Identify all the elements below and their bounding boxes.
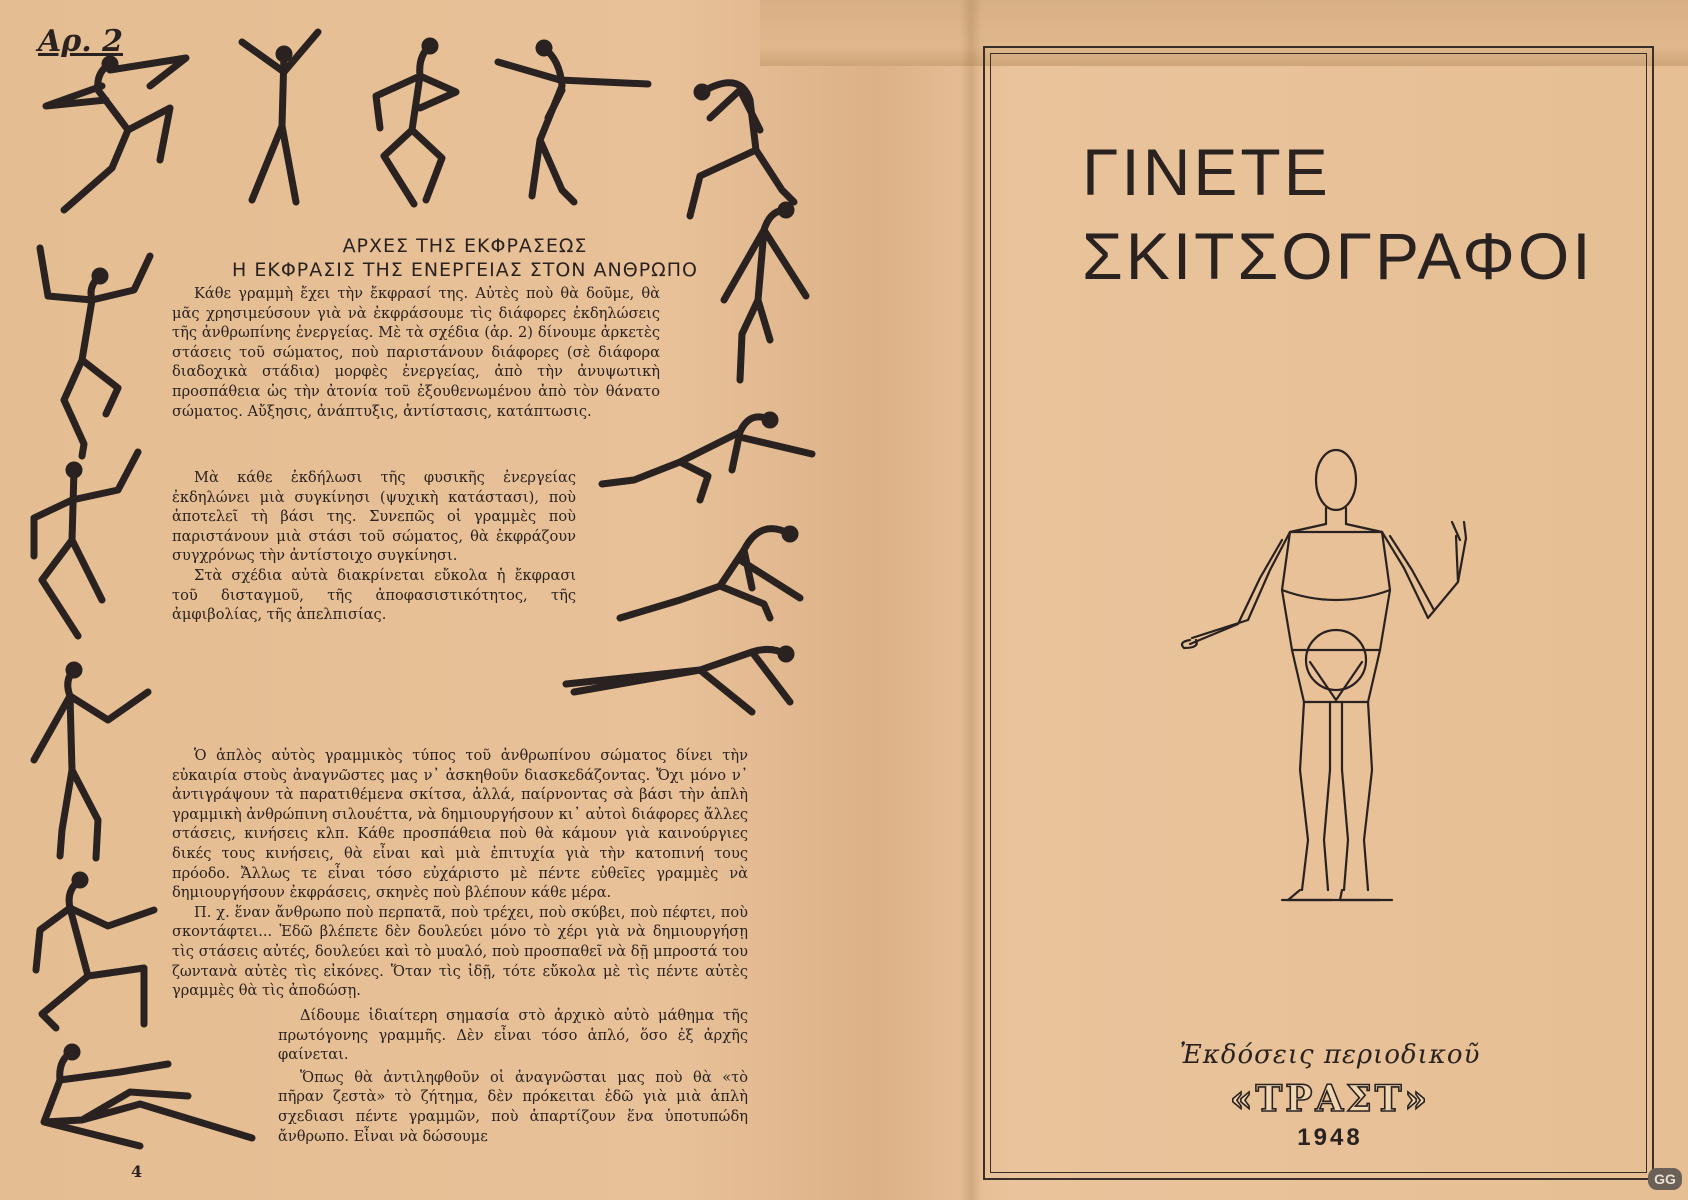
stick-figure-10	[40, 248, 150, 456]
watermark-badge: GG	[1648, 1168, 1682, 1190]
article-title	[175, 234, 755, 282]
stick-figure-6	[724, 205, 806, 380]
magazine-name: «ΤΡΑΣΤ»	[1229, 1078, 1431, 1120]
cover-title	[1082, 130, 1602, 298]
article-paragraph: Μὰ κάθε ἐκδήλωσι τῆς φυσικῆς ἐνεργείας ἐκδηλώνει μιὰ συγκίνησι (ψυχικὴ κατάστασι), ποὺ ἀποτελεῖ τὴ βάσι της. Συνεπῶς οἱ γραμμὲς ποὺ παριστάνουν μιὰ στάσι τοῦ σώματος, θὰ ἐκφράζουν συγχρόνως τὴν ἀντίστοιχο συγκίνησι.	[172, 469, 576, 565]
article-paragraph: Στὰ σχέδια αὐτὰ διακρίνεται εὔκολα ἡ ἔκφρασι τοῦ δισταγμοῦ, τῆς ἀποφασιστικότητος, τῆς ἀμφιβολίας, τῆς ἀπελπισίας.	[172, 566, 576, 624]
article-paragraph: Ὁ ἁπλὸς αὐτὸς γραμμικὸς τύπος τοῦ ἀνθρωπίνου σώματος δίνει τὴν εὐκαιρία στοὺς ἀναγνῶστες μας ν᾽ ἀσκηθοῦν διασκεδάζοντας. Ὄχι μόνο ν᾽ ἀντιγράψουν τὰ παρατιθέμενα σκίτσα, ἀλλά, παίρνοντας σὰ βάσι τὴν ἁπλὴ γραμμικὴ ἀνθρώπινη σιλουέττα, νὰ δημιουργήσουν κι᾽ αὐτοὶ διάφορες ἄλλες στάσεις, κινήσεις κλπ. Κάθε προσπάθεια ποὺ θὰ κάμουν γιὰ καινούργιες δικές τους κινήσεις, θὰ εἶναι καὶ μιὰ ἐπιτυχία γιὰ τὴν κατοπινή τους πρόοδο. Ἄλλως τε εἶναι τόσο εὐχάριστο μὲ πέντε εὐθεῖες γραμμὲς νὰ δημιουργήσουν ἐκφράσεις, σκηνὲς ποὺ βλέπουν κάθε μέρα.	[172, 747, 748, 902]
stick-figure-11	[34, 452, 138, 636]
article-title-line-1: ΑΡΧΕΣ ΤΗΣ ΕΚΦΡΑΣΕΩΣ	[342, 235, 588, 257]
stick-figure-7	[602, 415, 812, 500]
stick-figure-5	[690, 83, 794, 216]
article-paragraph: Π. χ. ἕναν ἄνθρωπο ποὺ περπατᾶ, ποὺ τρέχει, ποὺ σκύβει, ποὺ πέφτει, ποὺ σκοντάφτει... Ἐδῶ βλέπετε δὲν δουλεύει μόνο τὸ χέρι γιὰ νὰ δημιουργήσῃ τὶς στάσεις αὐτές, δουλεύει καὶ τὸ μυαλό, ποὺ προσπαθεῖ νὰ δῇ μπροστά του ζωντανὰ αὐτὲς τὶς εἰκόνες. Ὅταν τὶς ἰδῇ, τότε εὔκολα μὲ τὶς πέντε αὐτὲς γραμμὲς θὰ τὶς ἀποδώσῃ.	[172, 903, 748, 1000]
page-gutter	[960, 0, 982, 1200]
stick-figure-2	[242, 32, 318, 202]
article-column-1	[172, 284, 660, 421]
stick-figure-13	[36, 875, 154, 1028]
article-column-4	[278, 1006, 748, 1146]
mannequin-figure-illustration	[1160, 440, 1480, 920]
stick-figure-3	[376, 41, 456, 204]
article-column-3	[172, 746, 748, 1001]
publisher-block	[1100, 1040, 1560, 1152]
stick-figure-4	[498, 43, 648, 202]
figure-label: Αρ. 2	[38, 24, 123, 59]
stick-figure-8	[620, 529, 800, 618]
stick-figure-1	[46, 58, 186, 210]
page-number: 4	[131, 1162, 143, 1181]
publisher-name: Ἐκδόσεις περιοδικοῦ	[1179, 1040, 1481, 1070]
stick-figure-12	[34, 665, 148, 858]
cover-title-line-1: ΓΙΝΕΤΕ	[1082, 135, 1331, 209]
article-column-2	[172, 468, 576, 625]
stick-figure-9	[566, 649, 791, 712]
publication-year: 1948	[1297, 1124, 1363, 1151]
article-paragraph: Δίδουμε ἰδιαίτερη σημασία στὸ ἀρχικὸ αὐτὸ μάθημα τῆς πρωτόγονης γραμμῆς. Δὲν εἶναι τόσο ἁπλό, ὅσο ἐξ ἀρχῆς φαίνεται.	[278, 1007, 748, 1064]
stick-figure-14	[44, 1047, 252, 1146]
cover-title-line-2: ΣΚΙΤΣΟΓΡΑΦΟΙ	[1082, 219, 1594, 293]
article-paragraph: Ὅπως θὰ ἀντιληφθοῦν οἱ ἀναγνῶσται μας ποὺ θὰ «τὸ πῆραν ζεστὰ» τὸ ζήτημα, δὲν πρόκειται ἐδῶ γιὰ μιὰ ἁπλὴ σχεδιασι πέντε γραμμῶν, ποὺ ἀπαρτίζουν ἕνα ὑποτυπώδη ἄνθρωπο. Εἶναι νὰ δώσουμε	[278, 1068, 748, 1145]
article-paragraph: Κάθε γραμμὴ ἔχει τὴν ἔκφρασί της. Αὐτὲς ποὺ θὰ δοῦμε, θὰ μᾶς χρησιμεύσουν γιὰ νὰ ἐκφράσουμε τὶς διάφορες ἐκδηλώσεις τῆς ἀνθρωπίνης ἐνεργείας. Μὲ τὰ σχέδια (ἀρ. 2) δίνουμε ἀρκετὲς στάσεις τοῦ σώματος, ποὺ παριστάνουν διάφορες (σὲ διάφορα διαδοχικὰ στάδια) μορφὲς ἐνεργείας, ἀπὸ τὴν ἀνυψωτικὴ προσπάθεια ὡς τὴν ἀτονία τοῦ ἐξουθενωμένου ἀπὸ τὸν θάνατο σώματος. Αὔξησις, ἀνάπτυξις, ἀντίστασις, κατάπτωσις.	[172, 285, 660, 420]
article-title-line-2: Η ΕΚΦΡΑΣΙΣ ΤΗΣ ΕΝΕΡΓΕΙΑΣ ΣΤΟΝ ΑΝΘΡΩΠΟ	[232, 259, 698, 281]
